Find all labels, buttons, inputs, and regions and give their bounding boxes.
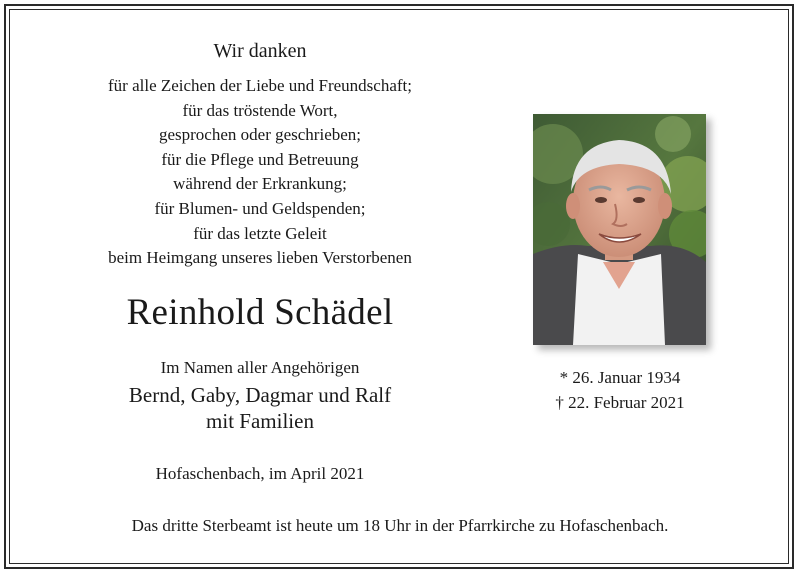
thanks-line: während der Erkrankung;	[173, 174, 347, 194]
thanks-line: für die Pflege und Betreuung	[161, 149, 359, 169]
birth-date: * 26. Januar 1934	[559, 368, 681, 387]
on-behalf-text: Im Namen aller Angehörigen	[160, 358, 360, 377]
family-names	[40, 382, 480, 434]
thanks-line: beim Heimgang unseres lieben Verstorbenen	[108, 248, 412, 268]
life-dates	[520, 366, 720, 415]
thanks-line: für Blumen- und Geldspenden;	[154, 198, 366, 218]
thanks-line: für das letzte Geleit	[193, 223, 327, 243]
thanks-line: für alle Zeichen der Liebe und Freundschaft;	[108, 76, 412, 95]
place-date: Hofaschenbach, im April 2021	[155, 464, 365, 483]
death-date: † 22. Februar 2021	[555, 392, 685, 412]
mass-notice: Das dritte Sterbeamt ist heute um 18 Uhr in der Pfarrkirche zu Hofaschenbach.	[131, 516, 669, 535]
portrait-photo	[533, 114, 706, 345]
thanks-line: gesprochen oder geschrieben;	[158, 125, 362, 145]
deceased-name: Reinhold Schädel	[126, 292, 394, 333]
family-names-line: Bernd, Gaby, Dagmar und Ralf	[128, 383, 392, 407]
heading: Wir danken	[213, 40, 307, 62]
family-suffix: mit Familien	[206, 409, 314, 433]
thanks-line: für das tröstende Wort,	[182, 100, 338, 120]
thanks-text	[40, 74, 480, 271]
